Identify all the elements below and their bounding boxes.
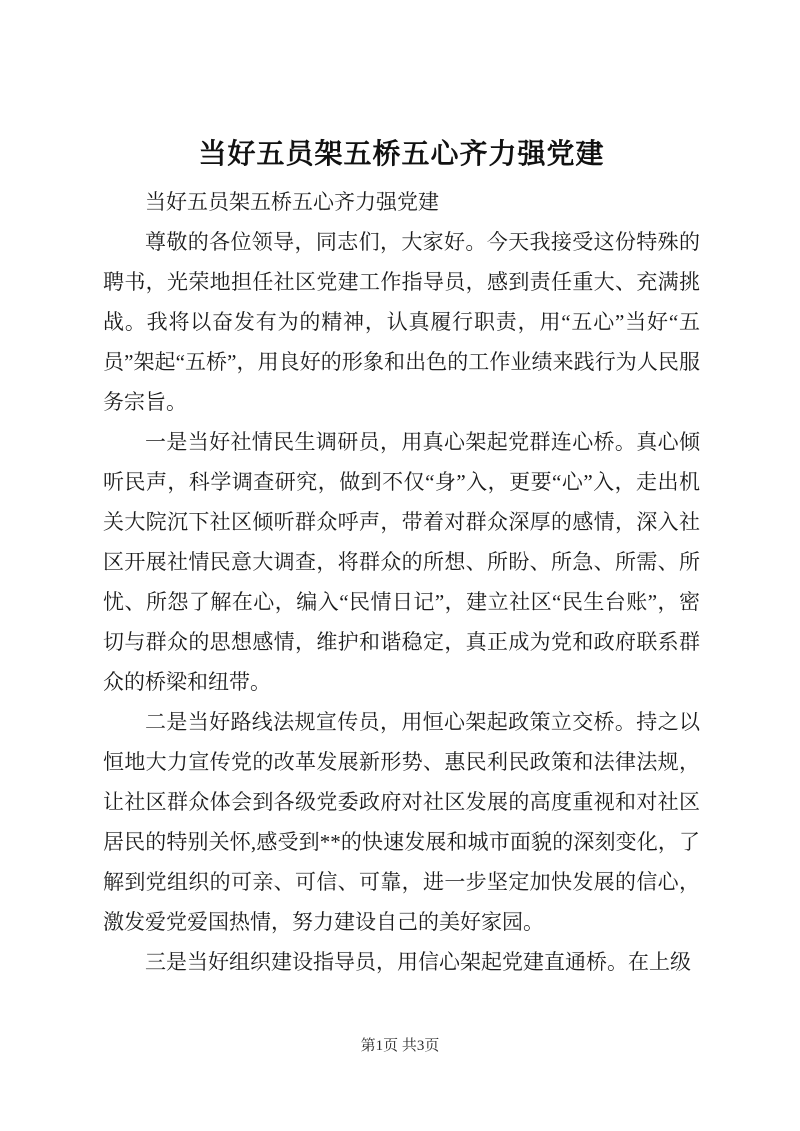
paragraph-point-three: 三是当好组织建设指导员，用信心架起党建直通桥。在上级 <box>145 950 691 974</box>
paragraph-point-two: 二是当好路线法规宣传员，用恒心架起政策立交桥。持之以恒地大力宣传党的改革发展新形势、惠民利民政策和法律法规，让社区群众体会到各级党委政府对社区发展的高度重视和对社区居民的特别关怀,感受到**的快速发展和城市面貌的深刻变化，了解到党组织的可亲、可信、可靠，进一步坚定加快发展的信心，激发爱党爱国热情，努力建设自己的美好家园。 <box>103 710 700 934</box>
subtitle-line: 当好五员架五桥五心齐力强党建 <box>145 190 439 214</box>
page-footer <box>0 1036 800 1056</box>
document-title: 当好五员架五桥五心齐力强党建 <box>198 139 605 170</box>
paragraph-point-one: 一是当好社情民生调研员，用真心架起党群连心桥。真心倾听民声，科学调查研究，做到不仅“身”入，更要“心”入，走出机关大院沉下社区倾听群众呼声，带着对群众深厚的感情，深入社区开展社情民意大调查，将群众的所想、所盼、所急、所需、所忧、所怨了解在心，编入“民情日记”，建立社区“民生台账”，密切与群众的思想感情，维护和谐稳定，真正成为党和政府联系群众的桥梁和纽带。 <box>103 430 700 694</box>
paragraph-greeting: 尊敬的各位领导，同志们，大家好。今天我接受这份特殊的聘书，光荣地担任社区党建工作指导员，感到责任重大、充满挑战。我将以奋发有为的精神，认真履行职责，用“五心”当好“五员”架起“五桥”，用良好的形象和出色的工作业绩来践行为人民服务宗旨。 <box>103 230 700 414</box>
page-number-indicator: 第1页 共3页 <box>360 1038 440 1054</box>
